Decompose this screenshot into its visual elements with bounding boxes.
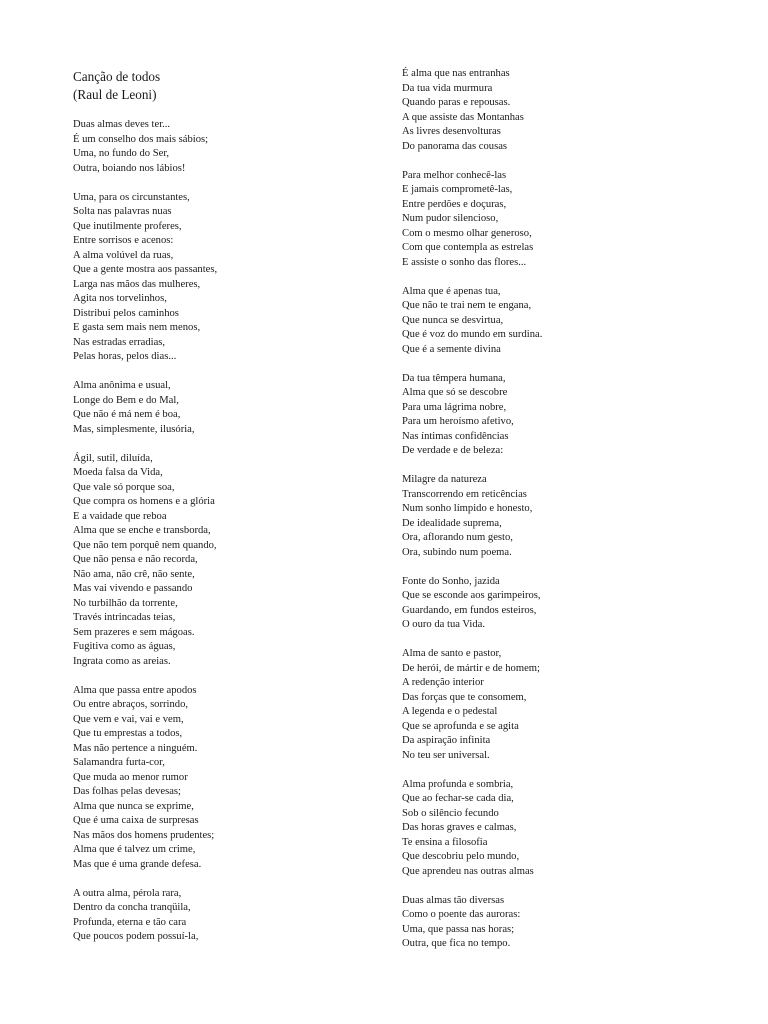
stanza (402, 67, 742, 154)
verse-line: Mas não pertence a ninguém. (73, 742, 198, 754)
verse-line: Sob o silêncio fecundo (402, 807, 499, 819)
verse-line: Outra, que fica no tempo. (402, 938, 511, 949)
verse-line: Alma que é apenas tua, (402, 285, 501, 297)
verse-line: É alma que nas entranhas (402, 68, 510, 79)
verse-line: Entre perdões e doçuras, (402, 198, 507, 210)
verse-line: De idealidade suprema, (402, 517, 502, 529)
verse-line: Nas estradas erradias, (73, 336, 166, 348)
verse-line: Da tua vida murmura (402, 82, 493, 94)
verse-line: Que tu emprestas a todos, (73, 728, 183, 739)
verse-line: A que assiste das Montanhas (402, 111, 524, 123)
verse-line: É um conselho dos mais sábios; (73, 133, 209, 145)
verse-line: Uma, que passa nas horas; (402, 923, 515, 935)
poem-title: Canção de todos (73, 69, 161, 84)
verse-line: Distribui pelos caminhos (73, 307, 179, 319)
stanza (73, 452, 373, 670)
verse-line: Duas almas tão diversas (402, 894, 505, 906)
verse-line: Alma profunda e sombria, (402, 778, 514, 790)
verse-line: Que não te trai nem te engana, (402, 300, 532, 311)
verse-line: Guardando, em fundos esteiros, (402, 604, 537, 616)
stanza (402, 473, 742, 560)
verse-line: Que vale só porque soa, (73, 481, 175, 493)
verse-line: Da aspiração infinita (402, 735, 491, 746)
verse-line: Que é a semente divina (402, 343, 501, 355)
left-stanzas (73, 118, 373, 945)
verse-line: Num pudor silencioso, (402, 213, 499, 224)
verse-line: Sem prazeres e sem mágoas. (73, 626, 195, 638)
verse-line: Que muda ao menor rumor (73, 771, 188, 783)
verse-line: Duas almas deves ter... (73, 119, 171, 130)
verse-line: O ouro da tua Vida. (402, 619, 486, 630)
stanza (402, 169, 742, 271)
stanza (73, 684, 373, 873)
left-column (73, 68, 373, 959)
verse-line: Outra, boiando nos lábios! (73, 162, 186, 174)
verse-line: Que se aprofunda e se agita (402, 720, 519, 732)
verse-line: Que aprendeu nas outras almas (402, 865, 534, 877)
stanza (73, 379, 373, 437)
verse-line: Mas vai vivendo e passando (73, 583, 193, 594)
verse-line: Para uma lágrima nobre, (402, 401, 507, 413)
verse-line: De herói, de mártir e de homem; (402, 662, 540, 674)
verse-line: Com o mesmo olhar generoso, (402, 227, 532, 239)
verse-line: Alma anônima e usual, (73, 380, 171, 391)
verse-line: Ora, aflorando num gesto, (402, 532, 513, 543)
verse-line: No turbilhão da torrente, (73, 597, 178, 609)
verse-line: Uma, para os circunstantes, (73, 191, 190, 203)
verse-line: Que inutilmente proferes, (73, 220, 182, 232)
title-block (73, 68, 373, 104)
verse-line: Como o poente das auroras: (402, 909, 521, 920)
verse-line: Alma que nunca se exprime, (73, 800, 194, 812)
verse-line: Que não é má nem é boa, (73, 409, 181, 420)
verse-line: Milagre da natureza (402, 474, 487, 485)
verse-line: Que se esconde aos garimpeiros, (402, 590, 541, 601)
verse-line: Transcorrendo em reticências (402, 488, 527, 500)
verse-line: Agita nos torvelinhos, (73, 293, 167, 304)
poem-author: (Raul de Leoni) (73, 87, 157, 102)
verse-line: Que a gente mostra aos passantes, (73, 264, 218, 275)
verse-line: Uma, no fundo do Ser, (73, 148, 170, 159)
verse-line: Para melhor conhecê-las (402, 169, 507, 181)
verse-line: Alma que é talvez um crime, (73, 844, 196, 855)
verse-line: Da tua têmpera humana, (402, 372, 506, 384)
stanza (402, 285, 742, 358)
verse-line: Que poucos podem possuí-la, (73, 931, 199, 942)
stanza (402, 575, 742, 633)
verse-line: Que compra os homens e a glória (73, 496, 215, 507)
verse-line: Das folhas pelas devesas; (73, 786, 181, 797)
verse-line: Que vem e vai, vai e vem, (73, 713, 184, 725)
verse-line: A legenda e o pedestal (402, 706, 498, 717)
verse-line: Com que contempla as estrelas (402, 242, 534, 253)
verse-line: Pelas horas, pelos dias... (73, 351, 177, 362)
verse-line: Solta nas palavras nuas (73, 206, 172, 217)
stanza (402, 894, 742, 952)
verse-line: Salamandra furta-cor, (73, 757, 165, 768)
verse-line: Que não tem porquê nem quando, (73, 539, 217, 551)
verse-line: Para um heroísmo afetivo, (402, 416, 514, 427)
verse-line: Alma de santo e pastor, (402, 648, 502, 659)
verse-line: Que nunca se desvirtua, (402, 314, 504, 326)
verse-line: Alma que se enche e transborda, (73, 525, 211, 536)
verse-line: Nas mãos dos homens prudentes; (73, 829, 215, 841)
verse-line: Te ensina a filosofia (402, 836, 488, 848)
verse-line: Alma que passa entre apodos (73, 684, 197, 696)
stanza (402, 778, 742, 880)
verse-line: Fonte do Sonho, jazida (402, 575, 500, 587)
verse-line: Do panorama das cousas (402, 140, 508, 152)
verse-line: Alma que só se descobre (402, 387, 508, 398)
verse-line: Que ao fechar-se cada dia, (402, 793, 514, 804)
verse-line: E gasta sem mais nem menos, (73, 322, 201, 333)
verse-line: Num sonho límpido e honesto, (402, 503, 533, 514)
verse-line: A redenção interior (402, 677, 484, 688)
verse-line: Que é voz do mundo em surdina. (402, 329, 543, 340)
verse-line: E assiste o sonho das flores... (402, 256, 527, 268)
stanza (402, 372, 742, 459)
verse-line: Que descobriu pelo mundo, (402, 851, 520, 862)
verse-line: De verdade e de beleza: (402, 445, 504, 456)
verse-line: No teu ser universal. (402, 749, 490, 761)
verse-line: Ingrata como as areias. (73, 655, 171, 667)
verse-line: Que não pensa e não recorda, (73, 554, 198, 565)
verse-line: Dentro da concha tranqüila, (73, 902, 191, 913)
verse-line: Larga nas mãos das mulheres, (73, 278, 201, 290)
verse-line: A alma volúvel da ruas, (73, 249, 174, 261)
verse-line: Ora, subindo num poema. (402, 546, 512, 558)
verse-line: Quando paras e repousas. (402, 97, 511, 108)
verse-line: Que é uma caixa de surpresas (73, 815, 199, 826)
verse-line: Não ama, não crê, não sente, (73, 568, 195, 580)
stanza (73, 191, 373, 365)
verse-line: Entre sorrisos e acenos: (73, 235, 174, 246)
verse-line: Das horas graves e calmas, (402, 822, 517, 833)
verse-line: E jamais comprometê-las, (402, 184, 513, 195)
verse-line: Través intrincadas teias, (73, 612, 176, 623)
verse-line: Nas íntimas confidências (402, 430, 509, 442)
verse-line: As livres desenvolturas (402, 126, 501, 137)
stanza (73, 887, 373, 945)
verse-line: Das forças que te consomem, (402, 691, 527, 703)
verse-line: Mas que é uma grande defesa. (73, 858, 202, 870)
verse-line: E a vaidade que reboa (73, 510, 167, 522)
right-stanzas (402, 67, 742, 952)
stanza (402, 647, 742, 763)
stanza (73, 118, 373, 176)
verse-line: Ou entre abraços, sorrindo, (73, 699, 189, 710)
verse-line: A outra alma, pérola rara, (73, 887, 182, 899)
verse-line: Longe do Bem e do Mal, (73, 394, 179, 406)
verse-line: Profunda, eterna e tão cara (73, 916, 187, 928)
verse-line: Ágil, sutil, diluída, (73, 452, 153, 464)
verse-line: Mas, simplesmente, ilusória, (73, 423, 195, 435)
right-column (402, 67, 742, 966)
verse-line: Fugitiva como as águas, (73, 641, 176, 652)
verse-line: Moeda falsa da Vida, (73, 467, 163, 478)
